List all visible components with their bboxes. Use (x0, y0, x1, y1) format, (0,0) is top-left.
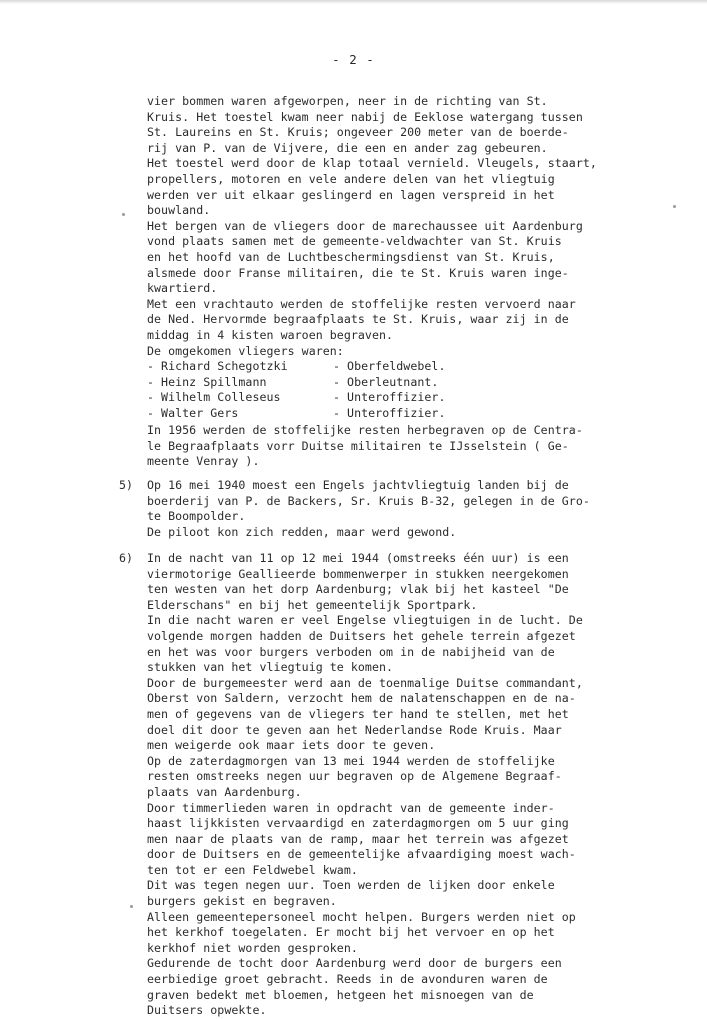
airman-rank: - Oberleutnant. (333, 374, 439, 389)
text-line: In de nacht van 11 op 12 mei 1944 (omstreeks één uur) is een (147, 551, 569, 565)
text-line: Het toestel werd door de klap totaal vernield. Vleugels, staart, (147, 156, 597, 171)
text-line: Op 16 mei 1940 moest een Engels jachtvliegtuig landen bij de (147, 478, 569, 492)
text-line: boerderij van P. de Backers, Sr. Kruis B-32, gelegen in de Gro- (147, 493, 590, 508)
scan-speck (130, 905, 133, 908)
text-line: haast lijkkisten vervaardigd en zaterdagmorgen om 5 uur ging (147, 816, 569, 831)
text-line: volgende morgen hadden de Duitsers het gehele terrein afgezet (147, 628, 576, 643)
scan-speck (673, 205, 676, 208)
airman-name: - Wilhelm Colleseus (147, 390, 281, 405)
text-line: stukken van het vliegtuig te komen. (147, 660, 394, 675)
text-line: doel dit door te geven aan het Nederlandse Rode Kruis. Maar (147, 722, 562, 737)
airman-rank: - Oberfeldwebel. (333, 359, 446, 373)
text-line: en het hoofd van de Luchtbeschermingsdienst van St. Kruis, (147, 249, 555, 264)
airman-row (147, 390, 447, 406)
text-line: burgers gekist en begraven. (147, 894, 337, 909)
airman-name: - Walter Gers (147, 405, 239, 420)
item-5-paragraph (147, 478, 590, 540)
text-line: Kruis. Het toestel kwam neer nabij de Eeklose watergang tussen (147, 109, 583, 124)
text-line: propellers, motoren en vele andere delen van het vliegtuig (147, 171, 555, 186)
page-number: - 2 - (332, 52, 375, 67)
text-line: Oberst von Saldern, verzocht hem de nalatenschappen en de na- (147, 691, 576, 706)
airman-row (147, 406, 447, 422)
text-line: vier bommen waren afgeworpen, neer in de richting van St. (147, 94, 548, 108)
text-line: Door de burgemeester werd aan de toenmalige Duitse commandant, (147, 675, 583, 690)
text-line: Alleen gemeentepersoneel mocht helpen. Burgers werden niet op (147, 909, 576, 924)
airmen-list (147, 359, 447, 421)
text-line: De piloot kon zich redden, maar werd gewond. (147, 524, 457, 539)
text-line: en het was voor burgers verboden om in de nabijheid van de (147, 644, 555, 659)
text-line: Door timmerlieden waren in opdracht van de gemeente inder- (147, 800, 555, 815)
text-line: Het bergen van de vliegers door de marechaussee uit Aardenburg (147, 218, 583, 233)
text-line: alsmede door Franse militairen, die te St. Kruis waren inge- (147, 265, 569, 280)
airman-name: - Heinz Spillmann (147, 374, 267, 389)
text-line: resten omstreeks negen uur begraven op de Algemene Begraaf- (147, 769, 562, 784)
text-line: werden ver uit elkaar geslingerd en lagen verspreid in het (147, 187, 555, 202)
text-line: te Boompolder. (147, 509, 246, 524)
text-line: de Ned. Hervormde begraafplaats te St. Kruis, waar zij in de (147, 312, 569, 327)
text-line: De omgekomen vliegers waren: (147, 343, 344, 358)
text-line: le Begraafplaats vorr Duitse militairen te IJsselstein ( Ge- (147, 438, 569, 453)
text-line: rij van P. van de Vijvere, die een en ander zag gebeuren. (147, 140, 548, 155)
scan-speck (122, 213, 125, 216)
intro-paragraphs (147, 94, 597, 359)
reburial-paragraph (147, 423, 583, 470)
text-line: men of gegevens van de vliegers ter hand te stellen, met het (147, 706, 569, 721)
text-line: Dit was tegen negen uur. Toen werden de lijken door enkele (147, 878, 555, 893)
text-line: Duitsers opwekte. (147, 1003, 267, 1018)
text-line: meente Venray ). (147, 454, 260, 469)
text-line: kwartierd. (147, 281, 218, 296)
item-6-paragraph (147, 551, 583, 1019)
text-line: In 1956 werden de stoffelijke resten herbegraven op de Centra- (147, 423, 583, 437)
text-line: middag in 4 kisten waroen begraven. (147, 327, 394, 342)
text-line: men weigerde ook maar iets door te geven. (147, 738, 436, 753)
item-5-number: 5) (119, 478, 133, 492)
text-line: viermotorige Geallieerde bommenwerper in stukken neergekomen (147, 566, 569, 581)
text-line: ten westen van het dorp Aardenburg; vlak bij het kasteel "De (147, 582, 569, 597)
airman-name: - Richard Schegotzki (147, 359, 288, 373)
airman-row (147, 375, 447, 391)
text-line: bouwland. (147, 203, 211, 218)
text-line: plaats van Aardenburg. (147, 784, 302, 799)
airman-row (147, 359, 447, 375)
text-line: Met een vrachtauto werden de stoffelijke resten vervoerd naar (147, 296, 576, 311)
text-line: Op de zaterdagmorgen van 13 mei 1944 werden de stoffelijke (147, 753, 555, 768)
text-line: ten tot er een Feldwebel kwam. (147, 862, 358, 877)
text-line: eerbiedige groet gebracht. Reeds in de avonduren waren de (147, 972, 548, 987)
text-line: door de Duitsers en de gemeentelijke afvaardiging moest wach- (147, 847, 576, 862)
scan-top-edge (0, 0, 707, 4)
airman-rank: - Unteroffizier. (333, 390, 446, 405)
text-line: Elderschans" en bij het gemeentelijk Sportpark. (147, 597, 478, 612)
text-line: Gedurende de tocht door Aardenburg werd door de burgers een (147, 956, 562, 971)
airman-rank: - Unteroffizier. (333, 405, 446, 420)
text-line: men naar de plaats van de ramp, maar het terrein was afgezet (147, 831, 569, 846)
text-line: St. Laureins en St. Kruis; ongeveer 200 meter van de boerde- (147, 125, 569, 140)
text-line: kerkhof niet worden gesproken. (147, 940, 358, 955)
text-line: het kerkhof toegelaten. Er mocht bij het vervoer en op het (147, 925, 555, 940)
text-line: graven bedekt met bloemen, hetgeen het misnoegen van de (147, 987, 534, 1002)
item-6-number: 6) (119, 551, 133, 565)
text-line: In die nacht waren er veel Engelse vliegtuigen in de lucht. De (147, 613, 583, 628)
text-line: vond plaats samen met de gemeente-veldwachter van St. Kruis (147, 234, 562, 249)
